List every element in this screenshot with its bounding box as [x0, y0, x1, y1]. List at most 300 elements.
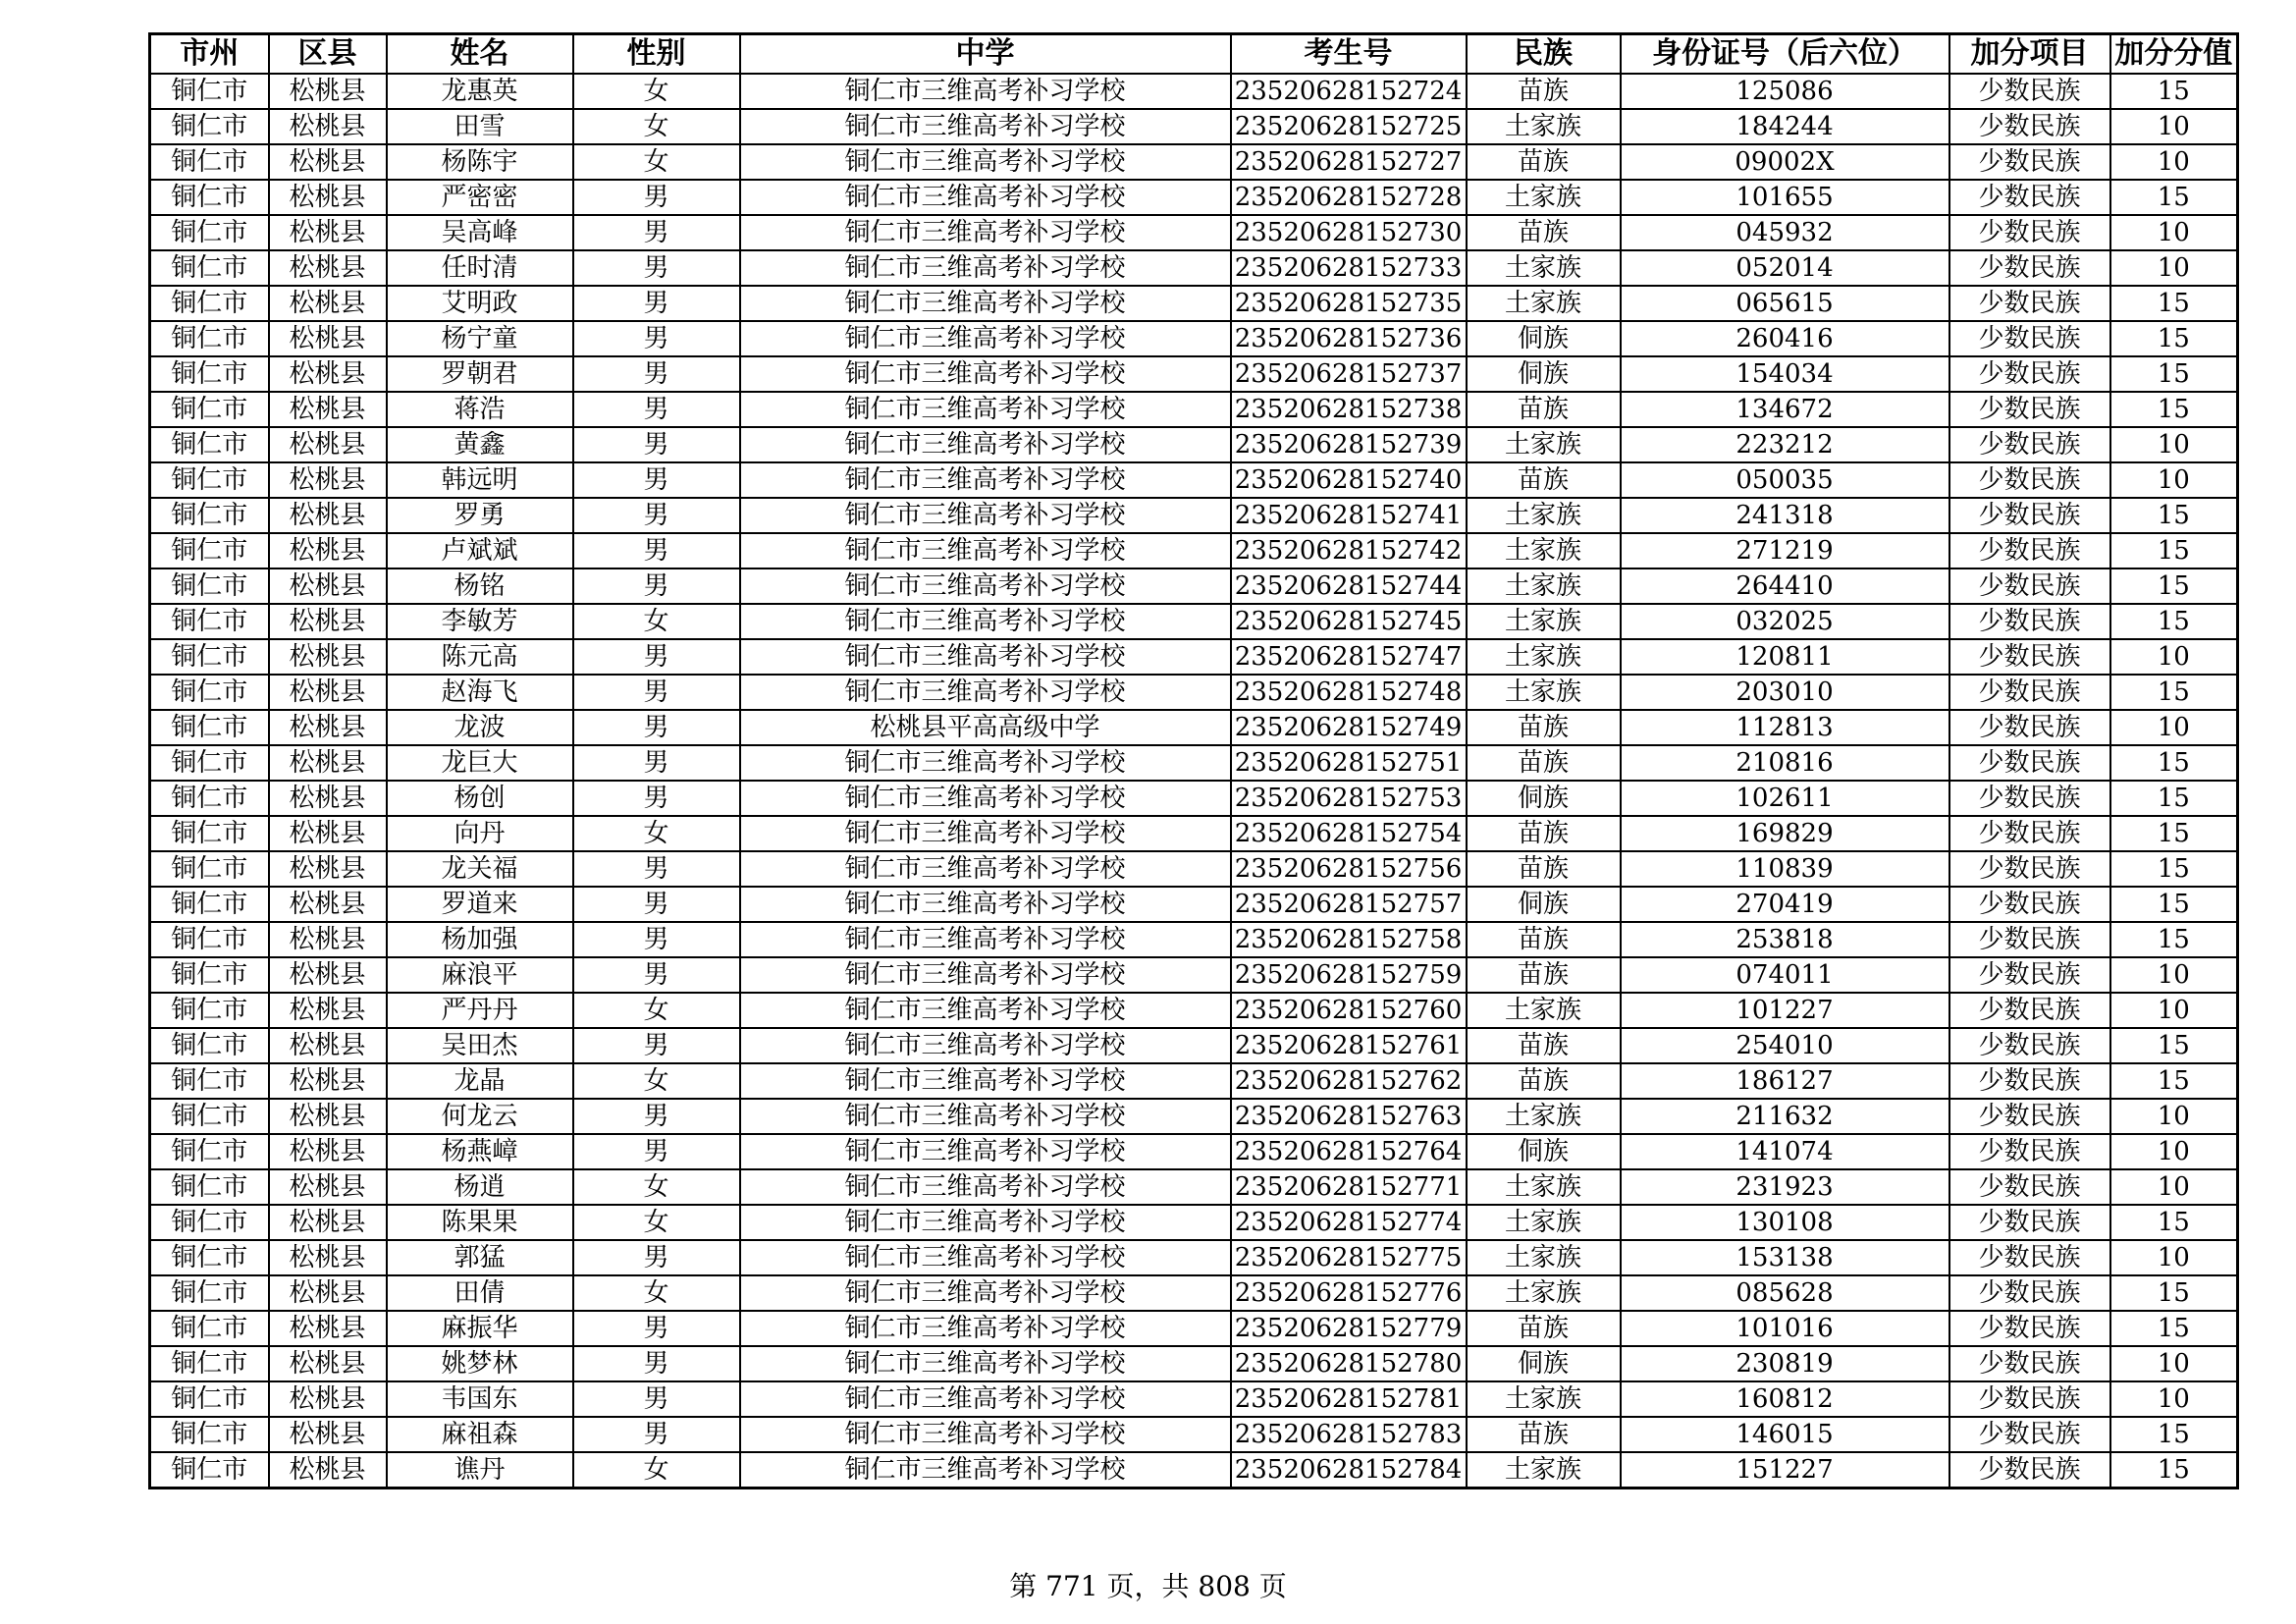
- cell-ethnicity: 苗族: [1467, 816, 1621, 851]
- cell-id-suffix: 09002X: [1621, 144, 1949, 180]
- cell-bonus-item: 少数民族: [1949, 710, 2110, 745]
- cell-bonus-item: 少数民族: [1949, 250, 2110, 286]
- cell-school: 铜仁市三维高考补习学校: [740, 321, 1231, 356]
- cell-bonus-item: 少数民族: [1949, 180, 2110, 215]
- cell-county: 松桃县: [269, 851, 387, 887]
- cell-name: 杨逍: [387, 1169, 573, 1205]
- table-row: [150, 74, 2238, 109]
- cell-school: 铜仁市三维高考补习学校: [740, 74, 1231, 109]
- cell-ethnicity: 苗族: [1467, 957, 1621, 993]
- cell-name: 艾明政: [387, 286, 573, 321]
- cell-bonus-item: 少数民族: [1949, 568, 2110, 604]
- cell-exam-id: 23520628152763: [1231, 1099, 1467, 1134]
- cell-exam-id: 23520628152735: [1231, 286, 1467, 321]
- cell-city: 铜仁市: [150, 1275, 269, 1311]
- column-header-county: 区县: [269, 34, 387, 75]
- column-header-school: 中学: [740, 34, 1231, 75]
- cell-bonus-value: 10: [2110, 215, 2238, 250]
- table-row: [150, 1169, 2238, 1205]
- cell-gender: 女: [573, 109, 740, 144]
- cell-name: 麻振华: [387, 1311, 573, 1346]
- cell-name: 黄鑫: [387, 427, 573, 462]
- cell-city: 铜仁市: [150, 1205, 269, 1240]
- page-footer: 第 771 页，共 808 页: [1009, 1570, 1287, 1602]
- column-header-id-suffix: 身份证号（后六位）: [1621, 34, 1949, 75]
- cell-id-suffix: 169829: [1621, 816, 1949, 851]
- cell-bonus-item: 少数民族: [1949, 675, 2110, 710]
- cell-id-suffix: 210816: [1621, 745, 1949, 781]
- table-row: [150, 1311, 2238, 1346]
- cell-id-suffix: 154034: [1621, 356, 1949, 392]
- cell-city: 铜仁市: [150, 568, 269, 604]
- cell-name: 龙关福: [387, 851, 573, 887]
- cell-county: 松桃县: [269, 144, 387, 180]
- cell-county: 松桃县: [269, 675, 387, 710]
- cell-id-suffix: 253818: [1621, 922, 1949, 957]
- cell-bonus-item: 少数民族: [1949, 1169, 2110, 1205]
- cell-city: 铜仁市: [150, 533, 269, 568]
- table-body: [150, 74, 2238, 1489]
- cell-ethnicity: 侗族: [1467, 321, 1621, 356]
- cell-name: 赵海飞: [387, 675, 573, 710]
- cell-county: 松桃县: [269, 639, 387, 675]
- cell-school: 铜仁市三维高考补习学校: [740, 1205, 1231, 1240]
- cell-school: 铜仁市三维高考补习学校: [740, 781, 1231, 816]
- cell-city: 铜仁市: [150, 1346, 269, 1381]
- cell-county: 松桃县: [269, 1028, 387, 1063]
- table-row: [150, 533, 2238, 568]
- cell-name: 谯丹: [387, 1452, 573, 1489]
- cell-bonus-item: 少数民族: [1949, 1311, 2110, 1346]
- cell-gender: 男: [573, 639, 740, 675]
- table-row: [150, 1099, 2238, 1134]
- cell-id-suffix: 085628: [1621, 1275, 1949, 1311]
- cell-name: 任时清: [387, 250, 573, 286]
- cell-ethnicity: 土家族: [1467, 109, 1621, 144]
- cell-ethnicity: 土家族: [1467, 1452, 1621, 1489]
- table-row: [150, 427, 2238, 462]
- cell-gender: 男: [573, 427, 740, 462]
- cell-exam-id: 23520628152748: [1231, 675, 1467, 710]
- cell-ethnicity: 苗族: [1467, 462, 1621, 498]
- cell-gender: 男: [573, 957, 740, 993]
- cell-school: 铜仁市三维高考补习学校: [740, 1275, 1231, 1311]
- cell-id-suffix: 270419: [1621, 887, 1949, 922]
- cell-bonus-value: 15: [2110, 1275, 2238, 1311]
- cell-exam-id: 23520628152780: [1231, 1346, 1467, 1381]
- cell-ethnicity: 土家族: [1467, 1381, 1621, 1417]
- cell-ethnicity: 苗族: [1467, 1028, 1621, 1063]
- cell-bonus-item: 少数民族: [1949, 356, 2110, 392]
- cell-bonus-item: 少数民族: [1949, 1028, 2110, 1063]
- cell-bonus-item: 少数民族: [1949, 427, 2110, 462]
- cell-ethnicity: 土家族: [1467, 498, 1621, 533]
- cell-id-suffix: 254010: [1621, 1028, 1949, 1063]
- cell-id-suffix: 120811: [1621, 639, 1949, 675]
- cell-school: 铜仁市三维高考补习学校: [740, 392, 1231, 427]
- cell-school: 铜仁市三维高考补习学校: [740, 1063, 1231, 1099]
- cell-county: 松桃县: [269, 993, 387, 1028]
- table-row: [150, 1275, 2238, 1311]
- cell-bonus-value: 15: [2110, 498, 2238, 533]
- cell-bonus-item: 少数民族: [1949, 392, 2110, 427]
- cell-city: 铜仁市: [150, 144, 269, 180]
- cell-id-suffix: 052014: [1621, 250, 1949, 286]
- cell-gender: 男: [573, 286, 740, 321]
- cell-gender: 男: [573, 498, 740, 533]
- cell-exam-id: 23520628152744: [1231, 568, 1467, 604]
- cell-ethnicity: 苗族: [1467, 392, 1621, 427]
- cell-exam-id: 23520628152775: [1231, 1240, 1467, 1275]
- cell-name: 罗道来: [387, 887, 573, 922]
- cell-id-suffix: 102611: [1621, 781, 1949, 816]
- cell-exam-id: 23520628152736: [1231, 321, 1467, 356]
- cell-bonus-item: 少数民族: [1949, 1381, 2110, 1417]
- table-row: [150, 215, 2238, 250]
- cell-county: 松桃县: [269, 1275, 387, 1311]
- cell-gender: 女: [573, 74, 740, 109]
- cell-ethnicity: 土家族: [1467, 180, 1621, 215]
- cell-bonus-value: 10: [2110, 1169, 2238, 1205]
- cell-id-suffix: 271219: [1621, 533, 1949, 568]
- cell-ethnicity: 土家族: [1467, 604, 1621, 639]
- cell-name: 杨陈宇: [387, 144, 573, 180]
- cell-name: 郭猛: [387, 1240, 573, 1275]
- cell-school: 铜仁市三维高考补习学校: [740, 215, 1231, 250]
- cell-gender: 男: [573, 321, 740, 356]
- cell-bonus-value: 10: [2110, 250, 2238, 286]
- cell-exam-id: 23520628152762: [1231, 1063, 1467, 1099]
- cell-ethnicity: 侗族: [1467, 1134, 1621, 1169]
- cell-school: 铜仁市三维高考补习学校: [740, 1169, 1231, 1205]
- cell-bonus-value: 15: [2110, 675, 2238, 710]
- cell-ethnicity: 侗族: [1467, 356, 1621, 392]
- cell-school: 铜仁市三维高考补习学校: [740, 957, 1231, 993]
- cell-name: 吴田杰: [387, 1028, 573, 1063]
- cell-county: 松桃县: [269, 1311, 387, 1346]
- cell-name: 田倩: [387, 1275, 573, 1311]
- cell-ethnicity: 苗族: [1467, 1417, 1621, 1452]
- table-row: [150, 1346, 2238, 1381]
- cell-school: 铜仁市三维高考补习学校: [740, 1099, 1231, 1134]
- cell-name: 杨宁童: [387, 321, 573, 356]
- cell-exam-id: 23520628152759: [1231, 957, 1467, 993]
- cell-id-suffix: 134672: [1621, 392, 1949, 427]
- cell-city: 铜仁市: [150, 1134, 269, 1169]
- table-row: [150, 639, 2238, 675]
- cell-bonus-item: 少数民族: [1949, 639, 2110, 675]
- cell-gender: 男: [573, 1417, 740, 1452]
- table-row: [150, 675, 2238, 710]
- cell-city: 铜仁市: [150, 1028, 269, 1063]
- cell-ethnicity: 苗族: [1467, 745, 1621, 781]
- cell-ethnicity: 土家族: [1467, 993, 1621, 1028]
- cell-ethnicity: 苗族: [1467, 710, 1621, 745]
- cell-school: 铜仁市三维高考补习学校: [740, 462, 1231, 498]
- cell-name: 李敏芳: [387, 604, 573, 639]
- cell-gender: 女: [573, 816, 740, 851]
- cell-bonus-item: 少数民族: [1949, 462, 2110, 498]
- cell-city: 铜仁市: [150, 109, 269, 144]
- cell-county: 松桃县: [269, 321, 387, 356]
- cell-id-suffix: 146015: [1621, 1417, 1949, 1452]
- cell-ethnicity: 侗族: [1467, 887, 1621, 922]
- cell-bonus-value: 15: [2110, 1205, 2238, 1240]
- cell-exam-id: 23520628152724: [1231, 74, 1467, 109]
- cell-bonus-value: 10: [2110, 427, 2238, 462]
- table-row: [150, 1240, 2238, 1275]
- cell-county: 松桃县: [269, 1346, 387, 1381]
- cell-name: 陈元高: [387, 639, 573, 675]
- table-row: [150, 356, 2238, 392]
- cell-school: 铜仁市三维高考补习学校: [740, 1381, 1231, 1417]
- cell-school: 铜仁市三维高考补习学校: [740, 922, 1231, 957]
- cell-city: 铜仁市: [150, 851, 269, 887]
- cell-bonus-item: 少数民族: [1949, 1099, 2110, 1134]
- cell-name: 龙巨大: [387, 745, 573, 781]
- cell-ethnicity: 土家族: [1467, 1275, 1621, 1311]
- cell-name: 韦国东: [387, 1381, 573, 1417]
- cell-gender: 女: [573, 1275, 740, 1311]
- cell-county: 松桃县: [269, 887, 387, 922]
- cell-county: 松桃县: [269, 1134, 387, 1169]
- cell-city: 铜仁市: [150, 1311, 269, 1346]
- cell-bonus-value: 15: [2110, 1063, 2238, 1099]
- cell-city: 铜仁市: [150, 604, 269, 639]
- cell-city: 铜仁市: [150, 1169, 269, 1205]
- cell-school: 铜仁市三维高考补习学校: [740, 250, 1231, 286]
- cell-city: 铜仁市: [150, 887, 269, 922]
- cell-gender: 女: [573, 1205, 740, 1240]
- table-row: [150, 144, 2238, 180]
- cell-id-suffix: 260416: [1621, 321, 1949, 356]
- cell-id-suffix: 130108: [1621, 1205, 1949, 1240]
- cell-bonus-item: 少数民族: [1949, 957, 2110, 993]
- cell-id-suffix: 160812: [1621, 1381, 1949, 1417]
- cell-school: 松桃县平高高级中学: [740, 710, 1231, 745]
- cell-city: 铜仁市: [150, 356, 269, 392]
- cell-ethnicity: 土家族: [1467, 1169, 1621, 1205]
- cell-bonus-item: 少数民族: [1949, 215, 2110, 250]
- cell-county: 松桃县: [269, 1417, 387, 1452]
- cell-county: 松桃县: [269, 710, 387, 745]
- cell-id-suffix: 032025: [1621, 604, 1949, 639]
- cell-school: 铜仁市三维高考补习学校: [740, 1452, 1231, 1489]
- cell-ethnicity: 侗族: [1467, 781, 1621, 816]
- cell-county: 松桃县: [269, 1205, 387, 1240]
- cell-ethnicity: 土家族: [1467, 1240, 1621, 1275]
- cell-bonus-value: 15: [2110, 1417, 2238, 1452]
- cell-bonus-item: 少数民族: [1949, 109, 2110, 144]
- cell-county: 松桃县: [269, 568, 387, 604]
- column-header-city: 市州: [150, 34, 269, 75]
- cell-gender: 男: [573, 250, 740, 286]
- cell-bonus-item: 少数民族: [1949, 745, 2110, 781]
- cell-id-suffix: 231923: [1621, 1169, 1949, 1205]
- cell-bonus-item: 少数民族: [1949, 781, 2110, 816]
- table-row: [150, 568, 2238, 604]
- cell-exam-id: 23520628152725: [1231, 109, 1467, 144]
- cell-school: 铜仁市三维高考补习学校: [740, 675, 1231, 710]
- cell-county: 松桃县: [269, 1452, 387, 1489]
- cell-name: 杨燕嶂: [387, 1134, 573, 1169]
- cell-county: 松桃县: [269, 462, 387, 498]
- cell-school: 铜仁市三维高考补习学校: [740, 604, 1231, 639]
- cell-county: 松桃县: [269, 957, 387, 993]
- cell-bonus-item: 少数民族: [1949, 922, 2110, 957]
- table-row: [150, 1205, 2238, 1240]
- cell-id-suffix: 050035: [1621, 462, 1949, 498]
- cell-exam-id: 23520628152758: [1231, 922, 1467, 957]
- cell-name: 杨铭: [387, 568, 573, 604]
- cell-exam-id: 23520628152745: [1231, 604, 1467, 639]
- cell-gender: 女: [573, 604, 740, 639]
- cell-bonus-value: 10: [2110, 1381, 2238, 1417]
- cell-gender: 男: [573, 710, 740, 745]
- cell-gender: 男: [573, 1099, 740, 1134]
- cell-bonus-value: 15: [2110, 568, 2238, 604]
- table-header: [150, 34, 2238, 75]
- cell-id-suffix: 230819: [1621, 1346, 1949, 1381]
- cell-city: 铜仁市: [150, 957, 269, 993]
- data-table: [148, 32, 2239, 1489]
- cell-exam-id: 23520628152733: [1231, 250, 1467, 286]
- column-header-exam-id: 考生号: [1231, 34, 1467, 75]
- cell-gender: 女: [573, 1452, 740, 1489]
- cell-exam-id: 23520628152784: [1231, 1452, 1467, 1489]
- cell-gender: 男: [573, 533, 740, 568]
- table-row: [150, 745, 2238, 781]
- cell-bonus-item: 少数民族: [1949, 533, 2110, 568]
- cell-bonus-value: 10: [2110, 462, 2238, 498]
- cell-bonus-value: 15: [2110, 180, 2238, 215]
- cell-name: 龙晶: [387, 1063, 573, 1099]
- cell-county: 松桃县: [269, 604, 387, 639]
- cell-exam-id: 23520628152742: [1231, 533, 1467, 568]
- cell-county: 松桃县: [269, 1063, 387, 1099]
- cell-school: 铜仁市三维高考补习学校: [740, 745, 1231, 781]
- cell-school: 铜仁市三维高考补习学校: [740, 180, 1231, 215]
- cell-county: 松桃县: [269, 922, 387, 957]
- cell-school: 铜仁市三维高考补习学校: [740, 109, 1231, 144]
- cell-bonus-value: 15: [2110, 356, 2238, 392]
- cell-bonus-item: 少数民族: [1949, 144, 2110, 180]
- cell-county: 松桃县: [269, 286, 387, 321]
- cell-ethnicity: 苗族: [1467, 1311, 1621, 1346]
- column-header-bonus-value: 加分分值: [2110, 34, 2238, 75]
- cell-exam-id: 23520628152753: [1231, 781, 1467, 816]
- cell-gender: 男: [573, 922, 740, 957]
- cell-exam-id: 23520628152730: [1231, 215, 1467, 250]
- cell-bonus-value: 15: [2110, 816, 2238, 851]
- table-row: [150, 1417, 2238, 1452]
- cell-gender: 男: [573, 781, 740, 816]
- cell-school: 铜仁市三维高考补习学校: [740, 498, 1231, 533]
- cell-id-suffix: 101655: [1621, 180, 1949, 215]
- cell-bonus-value: 10: [2110, 639, 2238, 675]
- table-row: [150, 321, 2238, 356]
- cell-school: 铜仁市三维高考补习学校: [740, 1311, 1231, 1346]
- cell-school: 铜仁市三维高考补习学校: [740, 427, 1231, 462]
- table-row: [150, 604, 2238, 639]
- cell-name: 杨创: [387, 781, 573, 816]
- cell-gender: 男: [573, 675, 740, 710]
- cell-gender: 男: [573, 180, 740, 215]
- cell-id-suffix: 065615: [1621, 286, 1949, 321]
- cell-exam-id: 23520628152781: [1231, 1381, 1467, 1417]
- cell-school: 铜仁市三维高考补习学校: [740, 144, 1231, 180]
- cell-bonus-item: 少数民族: [1949, 74, 2110, 109]
- cell-name: 蒋浩: [387, 392, 573, 427]
- cell-school: 铜仁市三维高考补习学校: [740, 816, 1231, 851]
- cell-city: 铜仁市: [150, 1240, 269, 1275]
- cell-exam-id: 23520628152756: [1231, 851, 1467, 887]
- cell-id-suffix: 101227: [1621, 993, 1949, 1028]
- cell-name: 龙惠英: [387, 74, 573, 109]
- table-row: [150, 462, 2238, 498]
- cell-ethnicity: 土家族: [1467, 1099, 1621, 1134]
- cell-bonus-item: 少数民族: [1949, 993, 2110, 1028]
- cell-school: 铜仁市三维高考补习学校: [740, 1028, 1231, 1063]
- cell-city: 铜仁市: [150, 745, 269, 781]
- cell-gender: 女: [573, 1063, 740, 1099]
- cell-county: 松桃县: [269, 1240, 387, 1275]
- cell-exam-id: 23520628152737: [1231, 356, 1467, 392]
- cell-id-suffix: 184244: [1621, 109, 1949, 144]
- cell-city: 铜仁市: [150, 1452, 269, 1489]
- cell-school: 铜仁市三维高考补习学校: [740, 639, 1231, 675]
- cell-exam-id: 23520628152757: [1231, 887, 1467, 922]
- cell-gender: 男: [573, 1240, 740, 1275]
- cell-gender: 男: [573, 1134, 740, 1169]
- cell-gender: 女: [573, 1169, 740, 1205]
- cell-name: 何龙云: [387, 1099, 573, 1134]
- cell-ethnicity: 土家族: [1467, 568, 1621, 604]
- column-header-gender: 性别: [573, 34, 740, 75]
- cell-exam-id: 23520628152764: [1231, 1134, 1467, 1169]
- cell-name: 卢斌斌: [387, 533, 573, 568]
- cell-bonus-value: 10: [2110, 957, 2238, 993]
- cell-city: 铜仁市: [150, 462, 269, 498]
- cell-county: 松桃县: [269, 392, 387, 427]
- cell-bonus-value: 10: [2110, 1099, 2238, 1134]
- cell-county: 松桃县: [269, 498, 387, 533]
- cell-bonus-value: 15: [2110, 922, 2238, 957]
- cell-bonus-item: 少数民族: [1949, 1452, 2110, 1489]
- table-row: [150, 851, 2238, 887]
- cell-bonus-item: 少数民族: [1949, 1275, 2110, 1311]
- cell-id-suffix: 141074: [1621, 1134, 1949, 1169]
- cell-county: 松桃县: [269, 427, 387, 462]
- cell-bonus-item: 少数民族: [1949, 1063, 2110, 1099]
- cell-ethnicity: 土家族: [1467, 1205, 1621, 1240]
- cell-name: 罗勇: [387, 498, 573, 533]
- cell-bonus-value: 15: [2110, 1028, 2238, 1063]
- table-row: [150, 1381, 2238, 1417]
- cell-exam-id: 23520628152727: [1231, 144, 1467, 180]
- cell-city: 铜仁市: [150, 675, 269, 710]
- cell-ethnicity: 土家族: [1467, 250, 1621, 286]
- cell-county: 松桃县: [269, 215, 387, 250]
- cell-city: 铜仁市: [150, 993, 269, 1028]
- cell-bonus-item: 少数民族: [1949, 286, 2110, 321]
- cell-bonus-value: 15: [2110, 321, 2238, 356]
- cell-ethnicity: 苗族: [1467, 144, 1621, 180]
- cell-school: 铜仁市三维高考补习学校: [740, 887, 1231, 922]
- column-header-ethnicity: 民族: [1467, 34, 1621, 75]
- table-row: [150, 993, 2238, 1028]
- cell-name: 田雪: [387, 109, 573, 144]
